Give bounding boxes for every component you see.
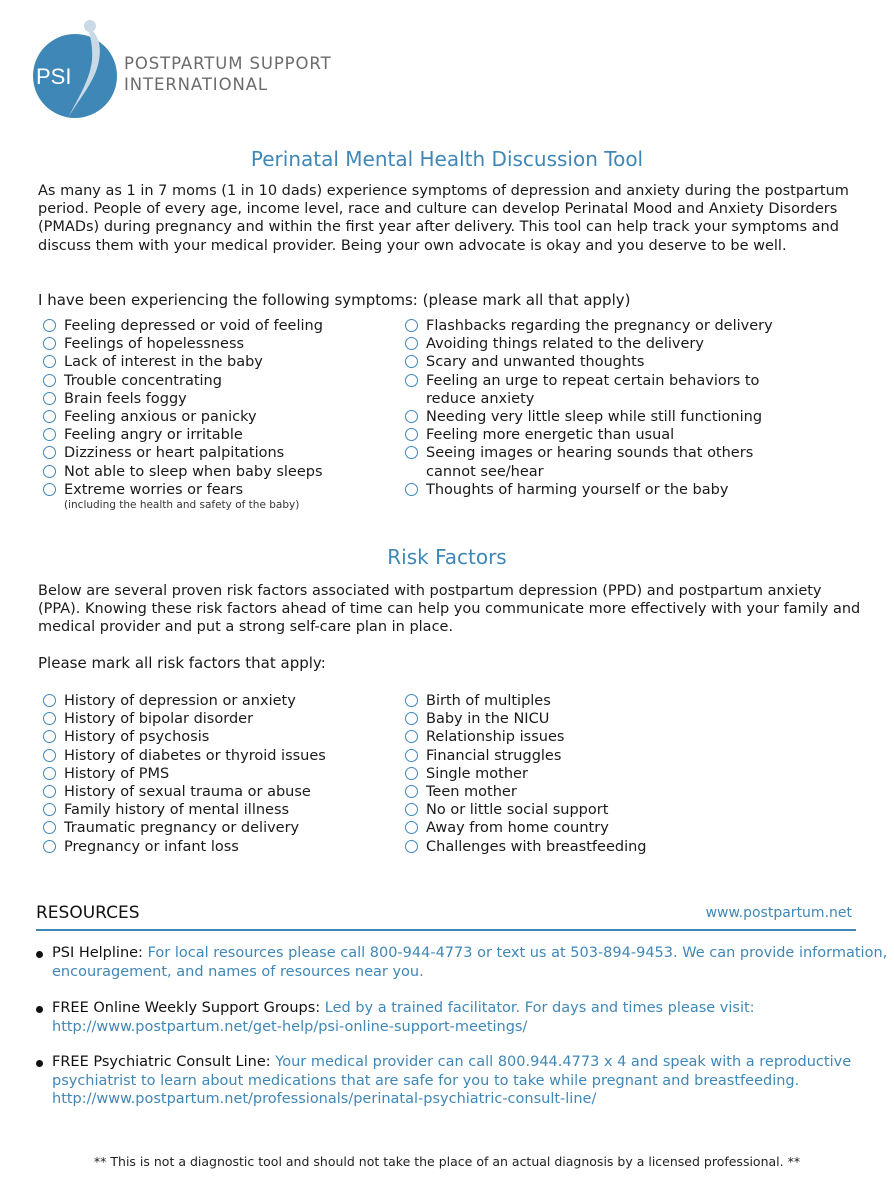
circle-checkbox-icon[interactable]: [43, 694, 56, 707]
resource-label: FREE Online Weekly Support Groups:: [52, 1000, 321, 1016]
circle-checkbox-icon[interactable]: [43, 840, 56, 853]
checkbox-item[interactable]: [402, 747, 647, 765]
checkbox-item[interactable]: [40, 481, 323, 512]
checkbox-item[interactable]: [40, 353, 323, 371]
checkbox-item[interactable]: [40, 408, 323, 426]
resource-text: Led by a trained facilitator. For days and times please visit: http://www.postpartum.net/get-help/psi-online-support-meetings/: [52, 1000, 755, 1035]
psi-logo: [30, 18, 120, 126]
circle-checkbox-icon[interactable]: [405, 319, 418, 332]
checkbox-item[interactable]: [40, 317, 323, 335]
circle-checkbox-icon[interactable]: [43, 785, 56, 798]
circle-checkbox-icon[interactable]: [43, 392, 56, 405]
circle-checkbox-icon[interactable]: [43, 821, 56, 834]
circle-checkbox-icon[interactable]: [43, 483, 56, 496]
resource-label: PSI Helpline:: [52, 945, 143, 961]
resources-title: RESOURCES: [36, 903, 140, 923]
checkbox-item[interactable]: [402, 728, 647, 746]
checkbox-item[interactable]: [402, 481, 773, 499]
checkbox-item[interactable]: [40, 710, 326, 728]
checkbox-label: Seeing images or hearing sounds that others: [426, 445, 754, 462]
checkbox-item[interactable]: [40, 819, 326, 837]
checkbox-label: Needing very little sleep while still functioning: [426, 409, 763, 426]
checkbox-item[interactable]: [40, 372, 323, 390]
intro-paragraph: As many as 1 in 7 moms (1 in 10 dads) experience symptoms of depression and anxiety during the postpartum period. People of every age, income level, race and culture can develop Perinatal Mood and Anxiety Disorders (PMADs) during pregnancy and within the first year after delivery. This tool can help track your symptoms and discuss them with your medical provider. Being your own advocate is okay and you deserve to be well.: [38, 183, 849, 254]
checkbox-item[interactable]: [402, 838, 647, 856]
bullet-icon: [36, 1060, 43, 1067]
resources-url-link[interactable]: www.postpartum.net: [705, 905, 852, 921]
checkbox-label: History of bipolar disorder: [64, 711, 254, 728]
risk-factors-title: Risk Factors: [387, 545, 507, 569]
disclaimer: ** This is not a diagnostic tool and should not take the place of an actual diagnosis by a licensed professional. **: [93, 1154, 801, 1169]
checkbox-label: Feeling depressed or void of feeling: [64, 318, 323, 334]
checkbox-label: Away from home country: [426, 820, 609, 837]
checkbox-item[interactable]: [402, 765, 647, 783]
circle-checkbox-icon[interactable]: [43, 749, 56, 762]
resources-divider: [36, 929, 856, 931]
checkbox-item[interactable]: [402, 801, 647, 819]
circle-checkbox-icon[interactable]: [405, 821, 418, 834]
checkbox-label-continued: cannot see/hear: [426, 463, 544, 480]
risk-left-list: [40, 692, 326, 856]
bullet-icon: [36, 951, 43, 958]
risk-paragraph: Below are several proven risk factors associated with postpartum depression (PPD) and postpartum anxiety (PPA). Knowing these risk factors ahead of time can help you communicate more effectively with your family and medical provider and put a strong self-care plan in place.: [38, 583, 861, 636]
checkbox-label: Teen mother: [426, 784, 517, 801]
checkbox-item[interactable]: [402, 426, 773, 444]
circle-checkbox-icon[interactable]: [405, 730, 418, 743]
circle-checkbox-icon[interactable]: [43, 803, 56, 816]
checkbox-item[interactable]: [402, 353, 773, 371]
checkbox-label: History of sexual trauma or abuse: [64, 784, 311, 801]
symptoms-heading: I have been experiencing the following symptoms: (please mark all that apply): [38, 291, 631, 309]
circle-checkbox-icon[interactable]: [405, 410, 418, 423]
risk-heading: Please mark all risk factors that apply:: [38, 654, 326, 672]
circle-checkbox-icon[interactable]: [43, 355, 56, 368]
circle-checkbox-icon[interactable]: [405, 785, 418, 798]
circle-checkbox-icon[interactable]: [405, 749, 418, 762]
checkbox-label: Pregnancy or infant loss: [64, 838, 239, 855]
checkbox-label: Relationship issues: [426, 729, 565, 746]
resource-item-consult-line: [36, 1053, 894, 1109]
checkbox-label: Thoughts of harming yourself or the baby: [426, 481, 729, 498]
circle-checkbox-icon[interactable]: [405, 355, 418, 368]
checkbox-item[interactable]: [40, 765, 326, 783]
checkbox-item[interactable]: [402, 317, 773, 335]
circle-checkbox-icon[interactable]: [405, 694, 418, 707]
checkbox-item[interactable]: [402, 408, 773, 426]
checkbox-label: Traumatic pregnancy or delivery: [64, 820, 300, 837]
circle-checkbox-icon[interactable]: [405, 803, 418, 816]
checkbox-label: Financial struggles: [426, 747, 562, 764]
circle-checkbox-icon[interactable]: [43, 712, 56, 725]
resource-item-support-groups: [36, 999, 892, 1036]
circle-checkbox-icon[interactable]: [405, 767, 418, 780]
circle-checkbox-icon[interactable]: [405, 374, 418, 387]
org-line-1: POSTPARTUM SUPPORT: [124, 54, 332, 73]
checkbox-item[interactable]: [40, 838, 326, 856]
checkbox-item[interactable]: [402, 783, 647, 801]
checkbox-label: Single mother: [426, 765, 528, 782]
circle-checkbox-icon[interactable]: [43, 337, 56, 350]
checkbox-label: Challenges with breastfeeding: [426, 838, 647, 855]
checkbox-label: Not able to sleep when baby sleeps: [64, 463, 323, 480]
checkbox-label: Feeling anxious or panicky: [64, 409, 257, 426]
resource-item-helpline: [36, 944, 892, 981]
circle-checkbox-icon[interactable]: [405, 840, 418, 853]
circle-checkbox-icon[interactable]: [405, 712, 418, 725]
checkbox-label: History of diabetes or thyroid issues: [64, 747, 326, 764]
organization-name: [124, 53, 332, 95]
checkbox-label: Family history of mental illness: [64, 802, 290, 819]
checkbox-item[interactable]: [40, 463, 323, 481]
circle-checkbox-icon[interactable]: [405, 337, 418, 350]
circle-checkbox-icon[interactable]: [43, 374, 56, 387]
symptoms-left-list: [40, 317, 323, 512]
checkbox-label-continued: reduce anxiety: [426, 390, 535, 407]
checkbox-item[interactable]: [402, 444, 773, 480]
checkbox-item[interactable]: [40, 444, 323, 462]
checkbox-label: Flashbacks regarding the pregnancy or delivery: [426, 318, 773, 334]
logo-text: PSI: [36, 64, 72, 89]
checkbox-item[interactable]: [40, 747, 326, 765]
circle-checkbox-icon[interactable]: [405, 446, 418, 459]
checkbox-item[interactable]: [40, 692, 326, 710]
checkbox-item[interactable]: [40, 728, 326, 746]
checkbox-label: Dizziness or heart palpitations: [64, 445, 285, 462]
checkbox-item[interactable]: [40, 390, 323, 408]
resource-text: For local resources please call 800-944-4773 or text us at 503-894-9453. We can provide information, encouragement, and names of resources near you.: [52, 945, 888, 980]
checkbox-label: Feeling an urge to repeat certain behaviors to: [426, 372, 760, 389]
resource-label: FREE Psychiatric Consult Line:: [52, 1054, 271, 1070]
checkbox-label: Feelings of hopelessness: [64, 336, 245, 353]
circle-checkbox-icon[interactable]: [405, 483, 418, 496]
checkbox-label: History of PMS: [64, 765, 170, 782]
checkbox-label: Trouble concentrating: [64, 372, 222, 389]
bullet-icon: [36, 1006, 43, 1013]
circle-checkbox-icon[interactable]: [43, 428, 56, 441]
checkbox-item[interactable]: [402, 372, 773, 408]
checkbox-label: History of psychosis: [64, 729, 210, 746]
checkbox-item[interactable]: [40, 783, 326, 801]
checkbox-label: Feeling angry or irritable: [64, 427, 243, 444]
checkbox-label: Feeling more energetic than usual: [426, 427, 675, 444]
checkbox-label: Baby in the NICU: [426, 711, 550, 728]
checkbox-item[interactable]: [40, 335, 323, 353]
checkbox-label: Extreme worries or fears: [64, 481, 244, 498]
checkbox-label: Brain feels foggy: [64, 390, 187, 407]
checkbox-label: Birth of multiples: [426, 693, 551, 709]
circle-checkbox-icon[interactable]: [43, 446, 56, 459]
checkbox-item[interactable]: [402, 692, 647, 710]
checkbox-label: Scary and unwanted thoughts: [426, 354, 645, 371]
circle-checkbox-icon[interactable]: [43, 410, 56, 423]
circle-checkbox-icon[interactable]: [405, 428, 418, 441]
risk-right-list: [402, 692, 647, 856]
checkbox-label: History of depression or anxiety: [64, 693, 296, 709]
circle-checkbox-icon[interactable]: [43, 465, 56, 478]
circle-checkbox-icon[interactable]: [43, 767, 56, 780]
checkbox-item[interactable]: [402, 819, 647, 837]
checkbox-note: (including the health and safety of the baby): [64, 499, 300, 512]
checkbox-item[interactable]: [40, 801, 326, 819]
resource-text: Your medical provider can call 800.944.4773 x 4 and speak with a reproductive psychiatrist to learn about medications that are safe for you to take while pregnant and breastfeeding. http://www.postpartum.net/professionals/perinatal-psychiatric-consult-line/: [52, 1054, 852, 1108]
checkbox-label: No or little social support: [426, 802, 609, 819]
checkbox-item[interactable]: [40, 426, 323, 444]
circle-checkbox-icon[interactable]: [43, 319, 56, 332]
checkbox-label: Avoiding things related to the delivery: [426, 336, 704, 353]
symptoms-right-list: [402, 317, 773, 499]
checkbox-label: Lack of interest in the baby: [64, 354, 263, 371]
checkbox-item[interactable]: [402, 710, 647, 728]
org-line-2: INTERNATIONAL: [124, 75, 268, 94]
checkbox-item[interactable]: [402, 335, 773, 353]
page-title: Perinatal Mental Health Discussion Tool: [250, 147, 644, 171]
circle-checkbox-icon[interactable]: [43, 730, 56, 743]
